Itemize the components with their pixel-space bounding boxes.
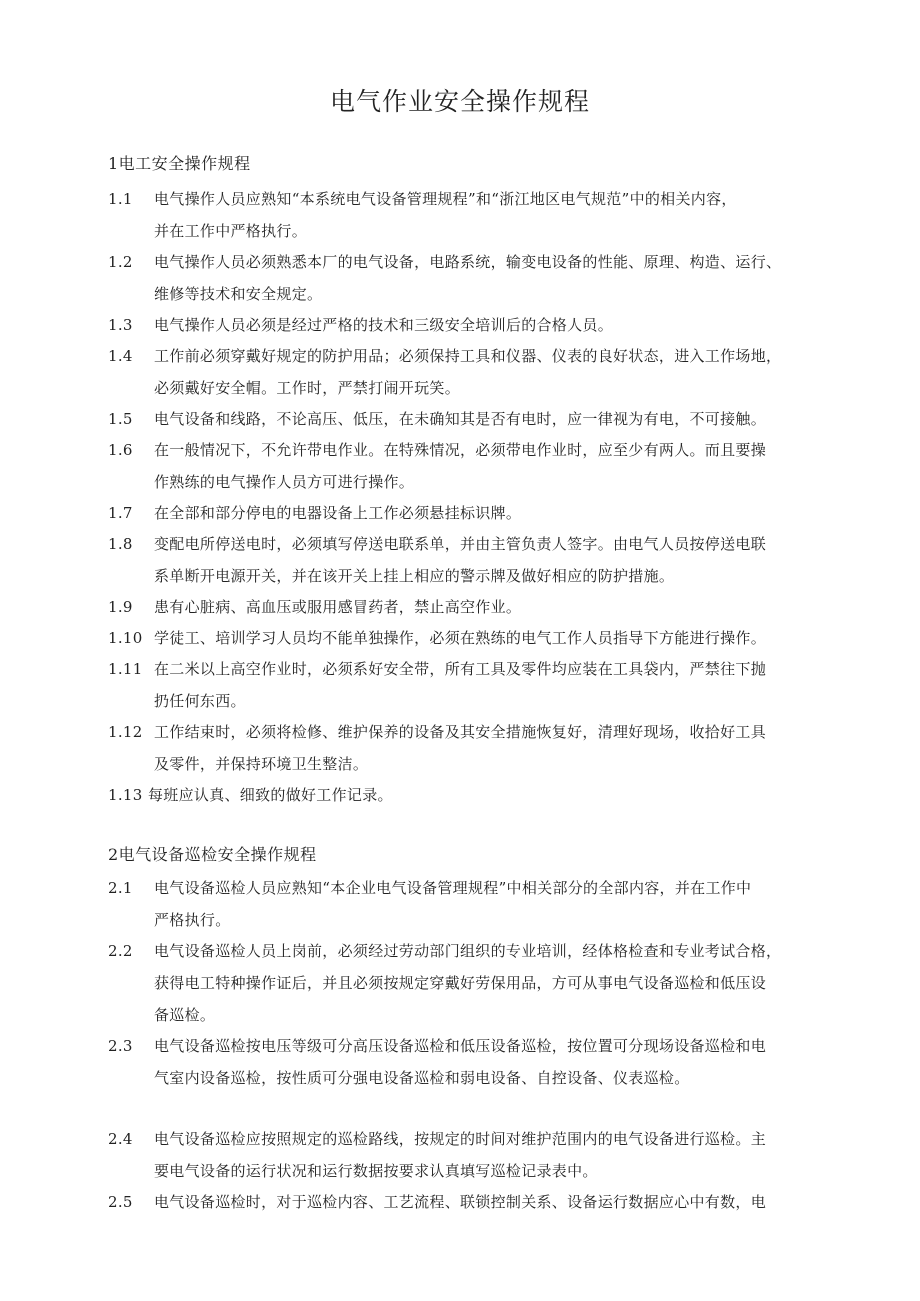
clause-number: 1.6 <box>108 441 133 459</box>
clause-text: 工作结束时，必须将检修、维护保养的设备及其安全措施恢复好，清理好现场，收拾好工具 <box>154 723 767 741</box>
clause-text: 备巡检。 <box>154 1006 216 1024</box>
clause-number: 1.8 <box>108 535 133 553</box>
clause-text: 电气设备和线路，不论高压、低压，在未确知其是否有电时，应一律视为有电，不可接触。 <box>154 410 767 428</box>
clause-number: 2.4 <box>108 1130 133 1148</box>
section-heading-1: 1电工安全操作规程 <box>108 154 251 173</box>
clause-number: 1.12 <box>108 723 143 741</box>
clause-text: 在一般情况下，不允许带电作业。在特殊情况，必须带电作业时，应至少有两人。而且要操 <box>154 441 767 459</box>
clause-number: 1.11 <box>108 660 143 678</box>
clause-number: 2.5 <box>108 1193 133 1211</box>
clause-text: 要电气设备的运行状况和运行数据按要求认真填写巡检记录表中。 <box>154 1162 598 1180</box>
clause-text: 在二米以上高空作业时，必须系好安全带，所有工具及零件均应装在工具袋内，严禁往下抛 <box>154 660 767 678</box>
clause-number: 1.2 <box>108 253 133 271</box>
clause-text: 并在工作中严格执行。 <box>154 222 308 240</box>
clause-text: 工作前必须穿戴好规定的防护用品；必须保持工具和仪器、仪表的良好状态，进入工作场地， <box>154 347 782 365</box>
clause-number: 1.3 <box>108 316 133 334</box>
clause-text: 电气设备巡检应按照规定的巡检路线，按规定的时间对维护范围内的电气设备进行巡检。主 <box>154 1130 767 1148</box>
section-heading-2: 2电气设备巡检安全操作规程 <box>108 845 317 864</box>
clause-text: 及零件，并保持环境卫生整洁。 <box>154 755 369 773</box>
clause-text: 在全部和部分停电的电器设备上工作必须悬挂标识牌。 <box>154 504 522 522</box>
clause-number: 1.7 <box>108 504 133 522</box>
clause-text: 患有心脏病、高血压或服用感冒药者，禁止高空作业。 <box>154 598 522 616</box>
clause-text: 严格执行。 <box>154 911 231 929</box>
clause-text: 电气操作人员应熟知“本系统电气设备管理规程”和“浙江地区电气规范”中的相关内容， <box>154 190 737 208</box>
clause-text: 电气设备巡检人员上岗前，必须经过劳动部门组织的专业培训，经体格检查和专业考试合格， <box>154 942 782 960</box>
clause-number: 2.1 <box>108 879 133 897</box>
clause-text: 作熟练的电气操作人员方可进行操作。 <box>154 473 415 491</box>
clause-text: 必须戴好安全帽。工作时，严禁打闹开玩笑。 <box>154 379 461 397</box>
clause-number: 1.9 <box>108 598 133 616</box>
clause-number: 1.1 <box>108 190 133 208</box>
clause-number: 1.5 <box>108 410 133 428</box>
clause-text: 电气设备巡检时，对于巡检内容、工艺流程、联锁控制关系、设备运行数据应心中有数，电 <box>154 1193 767 1211</box>
clause-number: 1.4 <box>108 347 133 365</box>
clause-number: 2.3 <box>108 1037 133 1055</box>
clause-text: 维修等技术和安全规定。 <box>154 285 323 303</box>
document-title: 电气作业安全操作规程 <box>329 87 590 116</box>
clause-text: 学徒工、培训学习人员均不能单独操作，必须在熟练的电气工作人员指导下方能进行操作。 <box>154 629 767 647</box>
clause-number: 1.10 <box>108 629 143 647</box>
clause-text: 变配电所停送电时，必须填写停送电联系单，并由主管负责人签字。由电气人员按停送电联 <box>154 535 767 553</box>
clause-number: 2.2 <box>108 942 133 960</box>
clause-text: 系单断开电源开关，并在该开关上挂上相应的警示牌及做好相应的防护措施。 <box>154 567 675 585</box>
clause-text: 气室内设备巡检，按性质可分强电设备巡检和弱电设备、自控设备、仪表巡检。 <box>154 1069 690 1087</box>
clause-text: 每班应认真、细致的做好工作记录。 <box>148 786 393 804</box>
clause-number: 1.13 <box>108 786 143 804</box>
clause-text: 扔任何东西。 <box>154 692 246 710</box>
clause-text: 电气操作人员必须是经过严格的技术和三级安全培训后的合格人员。 <box>154 316 614 334</box>
clause-text: 电气设备巡检按电压等级可分高压设备巡检和低压设备巡检，按位置可分现场设备巡检和电 <box>154 1037 767 1055</box>
clause-text: 获得电工特种操作证后，并且必须按规定穿戴好劳保用品，方可从事电气设备巡检和低压设 <box>154 974 767 992</box>
clause-text: 电气操作人员必须熟悉本厂的电气设备，电路系统，输变电设备的性能、原理、构造、运行、 <box>154 253 782 271</box>
clause-text: 电气设备巡检人员应熟知“本企业电气设备管理规程”中相关部分的全部内容，并在工作中 <box>154 879 752 897</box>
